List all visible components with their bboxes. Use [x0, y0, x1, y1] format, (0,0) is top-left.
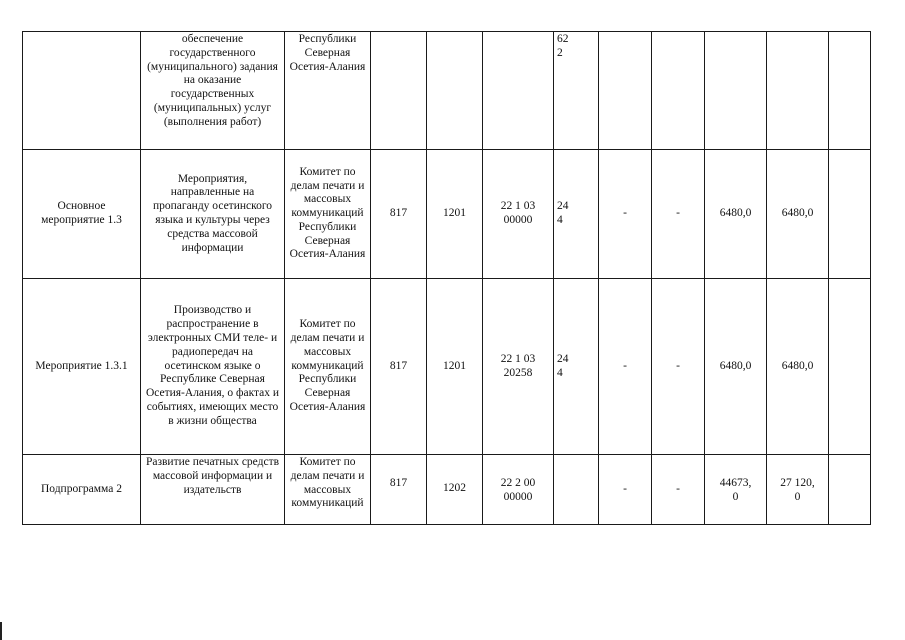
vr-cell: 24 4 — [554, 279, 599, 455]
grbs-cell — [371, 32, 427, 150]
year-1-cell: - — [599, 455, 652, 525]
year-3-cell: 6480,0 — [705, 279, 767, 455]
year-5-cell — [829, 455, 871, 525]
table-row — [23, 150, 871, 279]
executor-cell: Комитет по делам печати и массовых коммуникаций — [285, 455, 371, 525]
vr-cell — [554, 455, 599, 525]
csr-cell — [483, 32, 554, 150]
year-5-cell — [829, 32, 871, 150]
csr-cell: 22 2 00 00000 — [483, 455, 554, 525]
vr-cell: 62 2 — [554, 32, 599, 150]
year-1-cell: - — [599, 279, 652, 455]
year-1-cell — [599, 32, 652, 150]
scan-edge-mark — [0, 622, 2, 640]
grbs-cell: 817 — [371, 279, 427, 455]
rzpr-cell: 1201 — [427, 279, 483, 455]
table-row — [23, 32, 871, 150]
program-title-cell: Мероприятия, направленные на пропаганду осетинского языка и культуры через средства массовой информации — [141, 150, 285, 279]
grbs-cell: 817 — [371, 455, 427, 525]
year-4-cell: 6480,0 — [767, 279, 829, 455]
year-1-cell: - — [599, 150, 652, 279]
year-2-cell: - — [652, 279, 705, 455]
table-row — [23, 455, 871, 525]
year-5-cell — [829, 279, 871, 455]
csr-cell: 22 1 03 20258 — [483, 279, 554, 455]
year-2-cell — [652, 32, 705, 150]
vr-cell: 24 4 — [554, 150, 599, 279]
year-5-cell — [829, 150, 871, 279]
csr-cell: 22 1 03 00000 — [483, 150, 554, 279]
year-2-cell: - — [652, 455, 705, 525]
program-name-cell: Мероприятие 1.3.1 — [23, 279, 141, 455]
year-4-cell: 27 120, 0 — [767, 455, 829, 525]
program-name-cell — [23, 32, 141, 150]
grbs-cell: 817 — [371, 150, 427, 279]
budget-table — [22, 31, 871, 525]
year-3-cell — [705, 32, 767, 150]
executor-cell: Республики Северная Осетия-Алания — [285, 32, 371, 150]
program-title-cell: Производство и распространение в электронных СМИ теле- и радиопередач на осетинском языке о Республике Северная Осетия-Алания, о фактах и событиях, имеющих место в жизни общества — [141, 279, 285, 455]
table-row — [23, 279, 871, 455]
year-4-cell — [767, 32, 829, 150]
rzpr-cell: 1202 — [427, 455, 483, 525]
program-name-cell: Основное мероприятие 1.3 — [23, 150, 141, 279]
year-3-cell: 6480,0 — [705, 150, 767, 279]
executor-cell: Комитет по делам печати и массовых коммуникаций Республики Северная Осетия-Алания — [285, 279, 371, 455]
program-title-cell: Развитие печатных средств массовой информации и издательств — [141, 455, 285, 525]
rzpr-cell: 1201 — [427, 150, 483, 279]
program-title-cell: обеспечение государственного (муниципального) задания на оказание государственных (муниципальных) услуг (выполнения работ) — [141, 32, 285, 150]
program-name-cell: Подпрограмма 2 — [23, 455, 141, 525]
executor-cell: Комитет по делам печати и массовых коммуникаций Республики Северная Осетия-Алания — [285, 150, 371, 279]
rzpr-cell — [427, 32, 483, 150]
year-4-cell: 6480,0 — [767, 150, 829, 279]
year-3-cell: 44673, 0 — [705, 455, 767, 525]
year-2-cell: - — [652, 150, 705, 279]
